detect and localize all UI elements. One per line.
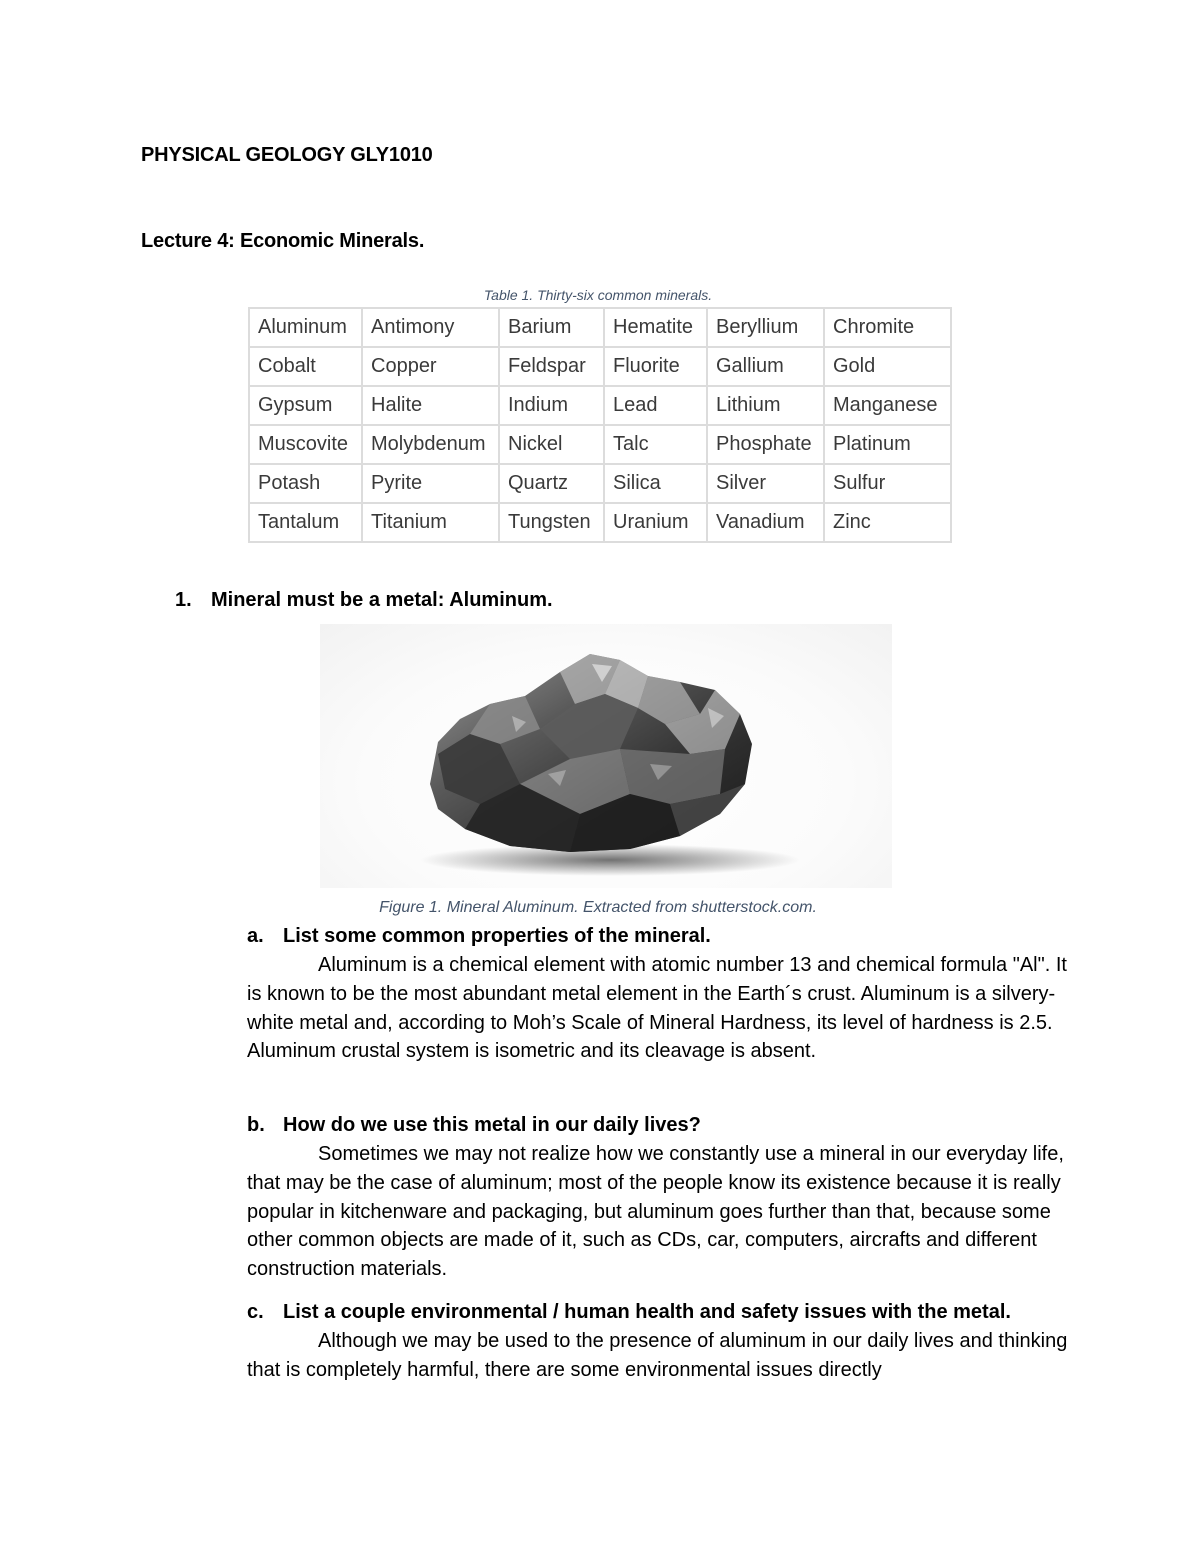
table-cell: Pyrite xyxy=(362,464,499,503)
table-row xyxy=(249,347,951,386)
table-cell: Potash xyxy=(249,464,362,503)
subsection-b xyxy=(247,1111,1077,1284)
table-cell: Platinum xyxy=(824,425,951,464)
table-cell: Phosphate xyxy=(707,425,824,464)
table-cell: Molybdenum xyxy=(362,425,499,464)
course-title: PHYSICAL GEOLOGY GLY1010 xyxy=(141,144,433,166)
table-cell: Aluminum xyxy=(249,308,362,347)
table-cell: Manganese xyxy=(824,386,951,425)
section-heading xyxy=(175,589,553,612)
table-cell: Hematite xyxy=(604,308,707,347)
table-row xyxy=(249,308,951,347)
table-cell: Indium xyxy=(499,386,604,425)
table-cell: Cobalt xyxy=(249,347,362,386)
subsection-answer: Although we may be used to the presence of aluminum in our daily lives and thinking that is completely harmful, there are some environmental issues directly xyxy=(247,1330,1068,1381)
table-cell: Copper xyxy=(362,347,499,386)
table-cell: Silver xyxy=(707,464,824,503)
table-cell: Halite xyxy=(362,386,499,425)
table-cell: Lithium xyxy=(707,386,824,425)
table-cell: Quartz xyxy=(499,464,604,503)
table-cell: Titanium xyxy=(362,503,499,542)
subsection-c xyxy=(247,1298,1077,1385)
table-cell: Talc xyxy=(604,425,707,464)
section-heading-text: Mineral must be a metal: Aluminum. xyxy=(211,589,553,611)
table-cell: Sulfur xyxy=(824,464,951,503)
table-cell: Silica xyxy=(604,464,707,503)
subsection-question-text: How do we use this metal in our daily lives? xyxy=(283,1114,701,1136)
table-cell: Zinc xyxy=(824,503,951,542)
table-row xyxy=(249,425,951,464)
table-cell: Feldspar xyxy=(499,347,604,386)
table-cell: Muscovite xyxy=(249,425,362,464)
table-row xyxy=(249,503,951,542)
subsection-letter: c. xyxy=(247,1301,264,1323)
aluminum-mineral-image xyxy=(320,624,892,888)
table-cell: Barium xyxy=(499,308,604,347)
table-cell: Uranium xyxy=(604,503,707,542)
table-cell: Tungsten xyxy=(499,503,604,542)
lecture-title: Lecture 4: Economic Minerals. xyxy=(141,230,425,252)
subsection-a xyxy=(247,922,1077,1066)
subsection-letter: b. xyxy=(247,1114,265,1136)
subsection-answer: Sometimes we may not realize how we constantly use a mineral in our everyday life, that may be the case of aluminum; most of the people know its existence because it is really popular in kitchenware and packaging, but aluminum goes further than that, because some other common objects are made of it, such as CDs, car, computers, aircrafts and different construction materials. xyxy=(247,1143,1064,1281)
subsection-question-text: List a couple environmental / human health and safety issues with the metal. xyxy=(283,1301,1011,1323)
table-cell: Tantalum xyxy=(249,503,362,542)
table-cell: Antimony xyxy=(362,308,499,347)
table-row xyxy=(249,386,951,425)
subsection-question-text: List some common properties of the mineral. xyxy=(283,925,711,947)
subsection-letter: a. xyxy=(247,925,264,947)
table-cell: Beryllium xyxy=(707,308,824,347)
subsection-question xyxy=(247,922,1077,951)
table-cell: Gallium xyxy=(707,347,824,386)
minerals-table xyxy=(248,307,952,543)
table-cell: Lead xyxy=(604,386,707,425)
table-cell: Chromite xyxy=(824,308,951,347)
table-cell: Vanadium xyxy=(707,503,824,542)
subsection-question xyxy=(247,1298,1077,1327)
table-cell: Gypsum xyxy=(249,386,362,425)
table-cell: Gold xyxy=(824,347,951,386)
subsection-answer: Aluminum is a chemical element with atomic number 13 and chemical formula "Al". It is known to be the most abundant metal element in the Earth´s crust. Aluminum is a silvery-white metal and, according to Moh’s Scale of Mineral Hardness, its level of hardness is 2.5. Aluminum crustal system is isometric and its cleavage is absent. xyxy=(247,954,1067,1063)
figure-caption: Figure 1. Mineral Aluminum. Extracted from shutterstock.com. xyxy=(379,899,817,916)
subsection-question xyxy=(247,1111,1077,1140)
section-number: 1. xyxy=(175,589,192,611)
table-cell: Nickel xyxy=(499,425,604,464)
table-cell: Fluorite xyxy=(604,347,707,386)
table-caption: Table 1. Thirty-six common minerals. xyxy=(483,287,713,303)
table-row xyxy=(249,464,951,503)
mineral-rock-drawing xyxy=(320,624,892,888)
